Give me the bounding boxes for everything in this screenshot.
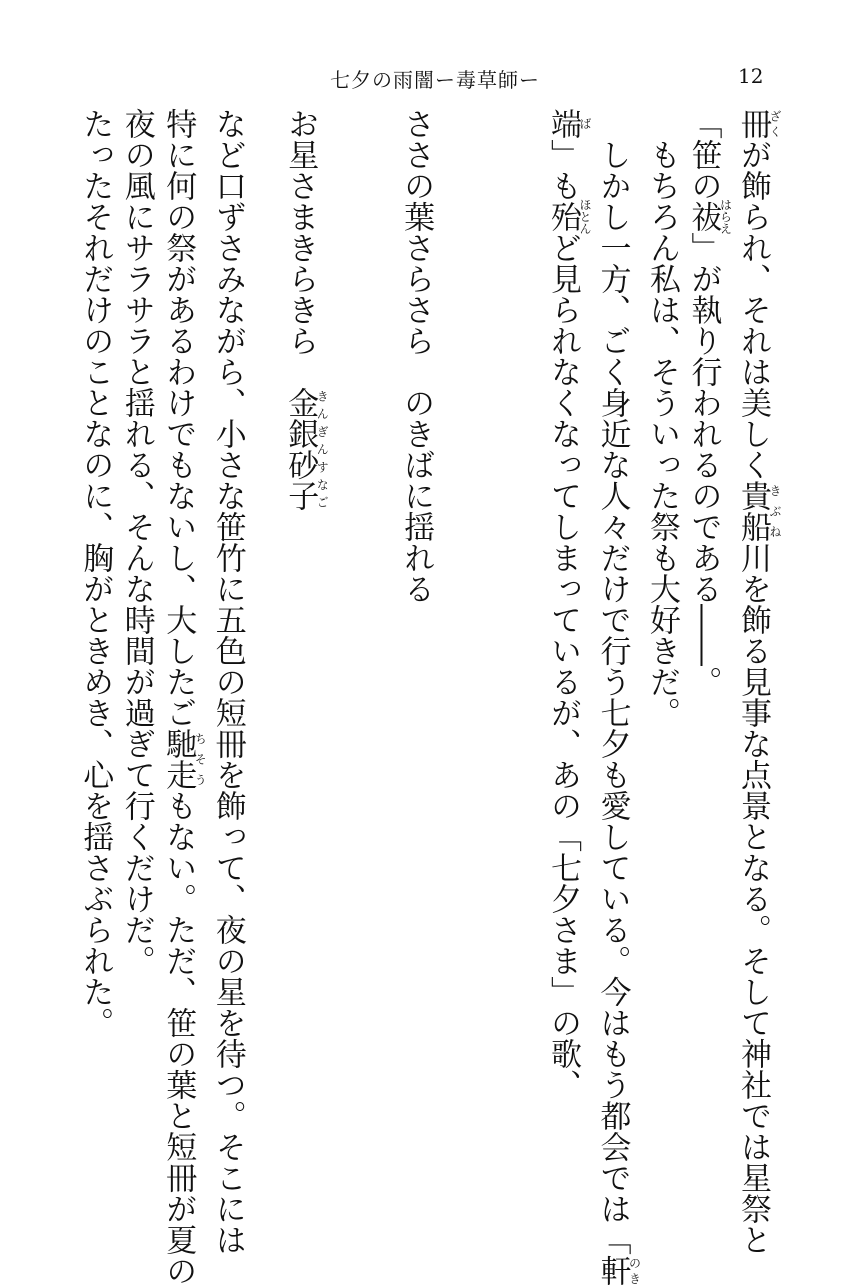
text-line <box>157 108 208 1286</box>
text-segment: たったそれだけのことなのに、胸がときめき、心を揺さぶられた。 <box>77 108 114 1038</box>
ruby-base: 貴船 <box>735 480 771 542</box>
text-line <box>591 108 642 1286</box>
ruby-reading: きぶね <box>768 480 782 542</box>
text-segment: お星さまきらきら <box>282 108 319 387</box>
text-segment: 特に何の祭があるわけでもないし、大したご <box>160 108 197 728</box>
ruby-word <box>685 198 733 235</box>
text-line <box>206 108 248 1255</box>
ruby-word <box>282 387 330 511</box>
text-segment: もない。ただ、笹の葉と短冊が夏の <box>160 790 197 1286</box>
ruby-base: 殆 <box>545 198 581 235</box>
ruby-word <box>594 1255 642 1286</box>
text-segment: ど見られなくなってしまっているが、あの「七夕さま」の歌、 <box>545 232 581 1100</box>
ruby-base: 軒 <box>594 1255 631 1286</box>
text-line <box>279 108 395 1128</box>
blank-line <box>511 108 542 1128</box>
ruby-reading: ちそう <box>193 728 208 790</box>
ruby-base: 祓 <box>685 198 722 235</box>
blank-line <box>248 108 279 1128</box>
text-line <box>641 108 683 1128</box>
ruby-word <box>545 198 592 235</box>
text-line <box>0 108 43 1128</box>
text-segment: ささの葉さらさら のきばに揺れる <box>398 108 435 604</box>
text-segment: 川を飾る見事な点景となる。そして神社では星祭と <box>735 542 771 1255</box>
text-line <box>395 108 511 1128</box>
text-line <box>115 108 157 1128</box>
blank-line <box>43 108 74 1128</box>
text-segment: 」も <box>545 139 581 201</box>
ruby-reading: ざく <box>768 108 782 139</box>
vertical-body-text <box>0 108 782 1286</box>
page-number: 12 <box>738 64 764 88</box>
ruby-base: 端 <box>545 108 581 139</box>
ruby-reading: ほとん <box>578 198 592 235</box>
text-segment: など口ずさみながら、小さな笹竹に五色の短冊を飾って、夜の星を待つ。そこには <box>209 108 246 1255</box>
ruby-base: 冊 <box>735 108 771 139</box>
ruby-reading: はらえ <box>718 198 733 235</box>
text-line <box>74 108 116 1128</box>
ruby-word <box>160 728 208 790</box>
text-segment: しかし一方、ごく身近な人々だけで行う七夕も愛している。今はもう都会では「 <box>594 108 631 1255</box>
ruby-base: 馳走 <box>160 728 197 790</box>
ruby-word <box>545 108 592 139</box>
ruby-word <box>735 480 782 542</box>
text-segment: もちろん私は、そういった祭も大好きだ。 <box>644 108 680 728</box>
text-segment: 」が執り行われるのである――。 <box>685 232 722 697</box>
ruby-base: 金銀砂子 <box>282 387 319 511</box>
ruby-reading: ば <box>578 108 592 139</box>
text-segment: 「笹の <box>685 108 722 201</box>
ruby-word <box>735 108 782 139</box>
ruby-reading: のき <box>627 1255 642 1286</box>
text-line <box>732 108 782 1255</box>
ruby-reading: きんぎんすなご <box>315 387 330 511</box>
text-segment: 夜の風にサラサラと揺れる、そんな時間が過ぎて行くだけだ。 <box>118 108 155 976</box>
text-line <box>682 108 732 1128</box>
running-header-title: 七夕の雨闇ー毒草師ー <box>330 68 540 92</box>
text-line <box>542 108 592 1128</box>
text-segment: が飾られ、それは美しく <box>735 139 771 480</box>
